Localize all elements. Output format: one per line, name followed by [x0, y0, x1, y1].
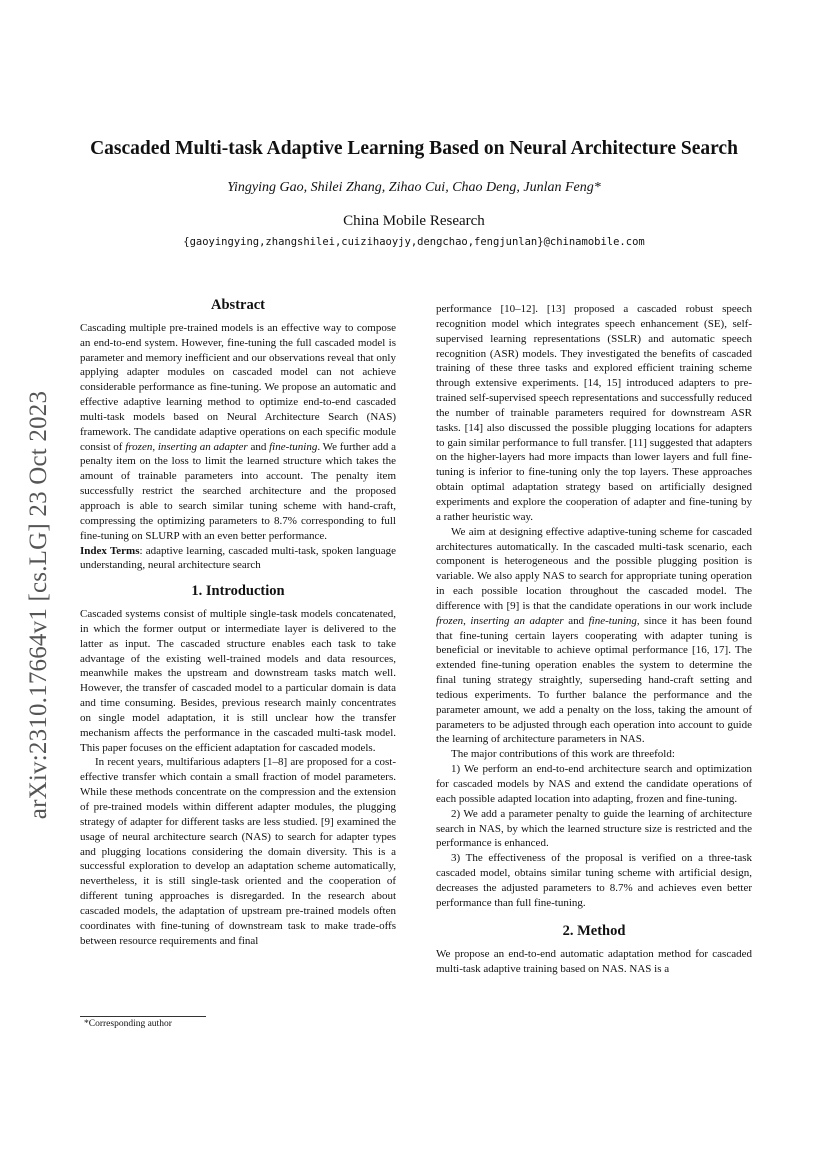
- footnote-divider: [80, 1016, 206, 1017]
- paper-title: Cascaded Multi-task Adaptive Learning Based on Neural Architecture Search: [90, 138, 738, 159]
- abstract-text: Cascading multiple pre-trained models is an effective way to compose an end-to-end system. However, fine-tuning the full cascaded model is parameter and memory inefficient and our observations reveal that only applying adapter modules on cascaded model can not achieve considerable performance as fine-tuning. We propose an automatic and effective adaptive learning method to optimize end-to-end cascaded multi-task models based on Neural Architecture Search (NAS) framework. The candidate adaptive operations on each specific module consist of frozen, inserting an adapter and fine-tuning. We further add a penalty item on the loss to limit the learned structure which takes the amount of trainable parameters into account. The penalty item successfully restrict the searched architecture and the proposed approach is able to search similar tuning scheme with hand-craft, compressing the optimizing parameters to 8.7% corresponding to full fine-tuning on SLURP with an even better performance.: [80, 321, 396, 542]
- em-fine-tuning-2: fine-tuning: [588, 614, 637, 627]
- method-paragraph-1: We propose an end-to-end automatic adaptation method for cascaded multi-task adaptive training based on NAS. NAS is a: [436, 948, 752, 976]
- index-terms-label: Index Terms: [80, 544, 140, 557]
- em-inserting-adapter-2: inserting an adapter: [470, 614, 564, 627]
- contribution-3: 3) The effectiveness of the proposal is verified on a three-task cascaded model, obtains similar tuning scheme with artificial design, decreases the adjusted parameters to 8.7% and achieves even better performance than full fine-tuning.: [436, 852, 752, 909]
- arxiv-id-text: arXiv:2310.17664v1 [cs.LG] 23 Oct 2023: [25, 390, 52, 820]
- right-column: [436, 302, 752, 977]
- paper-affiliation: China Mobile Research: [343, 213, 485, 229]
- contribution-2: 2) We add a parameter penalty to guide the learning of architecture search in NAS, by which the learned structure size is restricted and the performance is enhanced.: [436, 807, 752, 850]
- em-inserting-adapter: inserting an adapter: [157, 440, 248, 453]
- contributions-intro: The major contributions of this work are threefold:: [451, 748, 675, 761]
- em-frozen-2: frozen: [436, 614, 464, 627]
- left-column: [80, 298, 396, 948]
- contribution-1: 1) We perform an end-to-end architecture search and optimization for cascaded models by NAS and extend the candidate operations of each possible adapted location into adapting, frozen and fine-tuning.: [436, 763, 752, 805]
- intro-paragraph-3: performance [10–12]. [13] proposed a cascaded robust speech recognition model which integrates speech enhancement (SE), self-supervised learning representations (SSLR) and automatic speech recognition (ASR) models. They investigated the benefits of cascaded training of these three tasks and explored efficient training scheme through extensive experiments. [14, 15] introduced adapters to pre-trained self-supervised speech representations and successfully reduced the number of trainable parameters required for downstream ASR tasks. [14] also discussed the possible plugging locations for adapters to gain similar performance to full transfer. [11] suggested that adapters on the higher-layers had more impacts than lower layers and full fine-tuning is inferior to fine-tuning only the top layers. These approaches obtain optimal adaptation strategy based on artificially designed experiments and explore the cooperation of adapter and fine-tuning by a rather heuristic way.: [436, 303, 752, 523]
- intro-paragraph-1: Cascaded systems consist of multiple single-task models concatenated, in which the former output or intermediate layer is delivered to the latter as input. The cascaded structure enables each task to take advantage of the existing well-trained models and data resources, meanwhile makes the upstream and downstream tasks match well. However, the transfer of cascaded model to a particular domain is data and time consuming. Besides, previous research mainly concentrates on single model adaptation, it is still unclear how the transfer mechanism affects the performance in the cascaded multi-task model. This paper focuses on the efficient adaptation for cascaded models.: [80, 608, 396, 754]
- paper-authors: Yingying Gao, Shilei Zhang, Zihao Cui, Chao Deng, Junlan Feng*: [227, 180, 601, 195]
- intro-paragraph-2: In recent years, multifarious adapters [1–8] are proposed for a cost-effective transfer which contain a small fraction of model parameters. While these methods concentrate on the compression and the extension of pre-trained models within different adapter modules, the plugging strategy of adapter for different tasks are less studied. [9] examined the usage of neural architecture search (NAS) to search for adapter types and plugging locations considering the domain diversity. This is a successful exploration to develop an adaptation scheme automatically, nevertheless, it is still single-task oriented and the cooperation of different tuning approaches is disregarded. In the research about cascaded models, the adaptation of upstream pre-trained models often coordinates with fine-tuning of downstream task to make trade-offs between resource requirements and final: [80, 756, 396, 947]
- introduction-heading: 1. Introduction: [191, 583, 285, 600]
- footnote-corresponding-author: *Corresponding author: [84, 1019, 172, 1029]
- author-emails: {gaoyingying,zhangshilei,cuizihaoyjy,dengchao,fengjunlan}@chinamobile.com: [183, 236, 645, 248]
- em-fine-tuning: fine-tuning: [269, 440, 318, 453]
- arxiv-sidebar-identifier: [22, 360, 56, 850]
- intro-paragraph-4: We aim at designing effective adaptive-tuning scheme for cascaded architectures automatically. In the cascaded multi-task scenario, each component is heterogeneous and the possible plugging position is variable. We also apply NAS to search for appropriate tuning operation in each possible location throughout the cascaded model. The difference with [9] is that the candidate operations in our work include frozen, inserting an adapter and fine-tuning, since it has been found that fine-tuning certain layers cooperating with adapter tuning is beneficial or inevitable to achieve optimal performance [16, 17]. The extended fine-tuning operation enables the system to determine the final tuning strategy straightly, superseding hand-craft setting and tedious experiments. To further balance the performance and the parameter amount, we add a penalty on the loss, taking the amount of parameters to be adjusted through each operation into account to guide the learning of architecture parameters in NAS.: [436, 525, 752, 746]
- abstract-heading: Abstract: [211, 297, 265, 313]
- em-frozen: frozen: [125, 440, 153, 453]
- method-heading: 2. Method: [562, 922, 626, 939]
- index-terms: Index Terms: adaptive learning, cascaded multi-task, spoken language understanding, neural architecture search: [80, 544, 396, 572]
